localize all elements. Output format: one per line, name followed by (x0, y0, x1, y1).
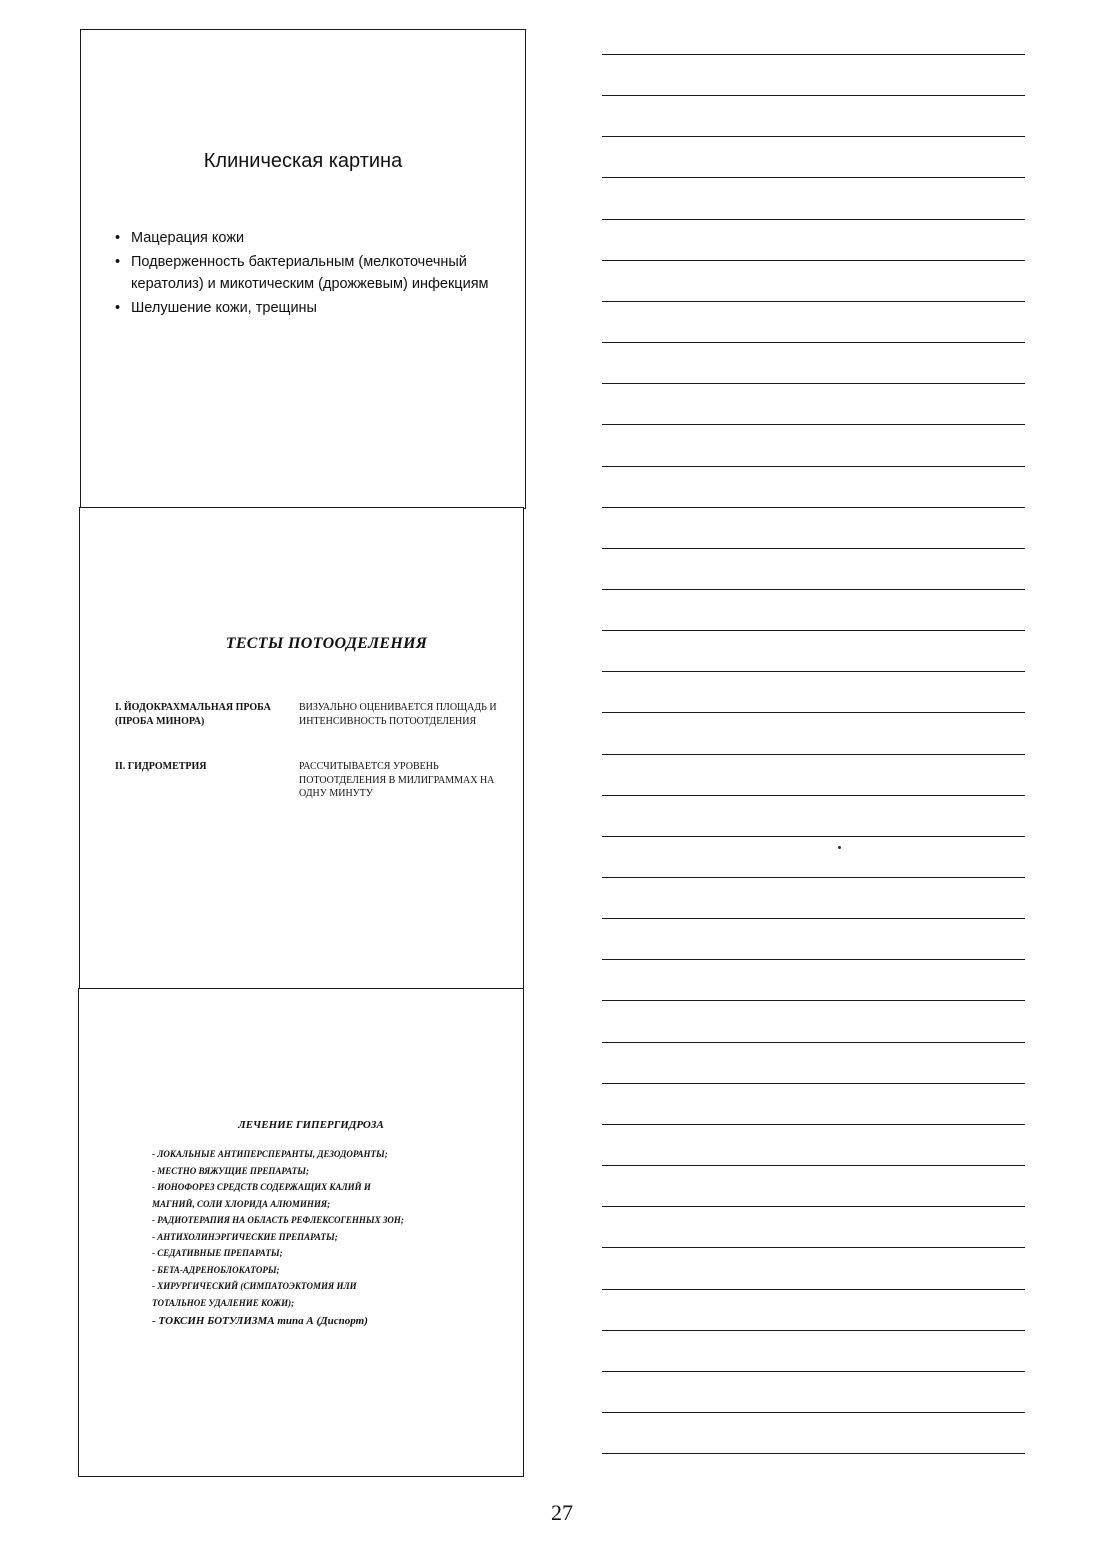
treatment-item: - РАДИОТЕРАПИЯ НА ОБЛАСТЬ РЕФЛЕКСОГЕННЫХ ЗОН; (152, 1215, 404, 1225)
treatment-list (152, 1146, 492, 1331)
treatment-item: - ТОКСИН БОТУЛИЗМА типа А (Диспорт) (152, 1315, 368, 1327)
note-line (602, 918, 1025, 919)
treatment-item: - ХИРУРГИЧЕСКИЙ (СИМПАТОЭКТОМИЯ ИЛИ ТОТАЛЬНОЕ УДАЛЕНИЕ КОЖИ); (152, 1281, 357, 1308)
treatment-item: - ИОНОФОРЕЗ СРЕДСТВ СОДЕРЖАЩИХ КАЛИЙ И МАГНИЙ, СОЛИ ХЛОРИДА АЛЮМИНИЯ; (152, 1182, 371, 1209)
note-line (602, 671, 1025, 672)
note-line (602, 1165, 1025, 1166)
note-line (602, 301, 1025, 302)
note-line (602, 712, 1025, 713)
slide-sweat-tests (79, 507, 524, 990)
note-line (602, 177, 1025, 178)
note-line (602, 795, 1025, 796)
treatment-item: - БЕТА-АДРЕНОБЛОКАТОРЫ; (152, 1264, 280, 1275)
note-line (602, 1206, 1025, 1207)
note-line (602, 1412, 1025, 1413)
note-line (602, 1453, 1025, 1454)
treatment-item: - АНТИХОЛИНЭРГИЧЕСКИЕ ПРЕПАРАТЫ; (152, 1231, 338, 1242)
treatment-item: - СЕДАТИВНЫЕ ПРЕПАРАТЫ; (152, 1248, 283, 1258)
test-description: РАССЧИТЫВАЕТСЯ УРОВЕНЬ ПОТООТДЕЛЕНИЯ В МИЛИГРАММАХ НА ОДНУ МИНУТУ (299, 761, 495, 799)
note-line (602, 54, 1025, 55)
note-line (602, 1124, 1025, 1125)
note-line (602, 260, 1025, 261)
note-line (602, 589, 1025, 590)
note-line (602, 383, 1025, 384)
note-line (602, 1000, 1025, 1001)
treatment-item: - ЛОКАЛЬНЫЕ АНТИПЕРСПЕРАНТЫ, ДЕЗОДОРАНТЫ; (152, 1149, 388, 1159)
note-line (602, 466, 1025, 467)
note-line (602, 754, 1025, 755)
note-line (602, 959, 1025, 960)
note-line (602, 630, 1025, 631)
bullet-list (115, 227, 515, 321)
note-line (602, 219, 1025, 220)
slide-clinical-picture (80, 29, 526, 509)
note-line (602, 1247, 1025, 1248)
note-line (602, 424, 1025, 425)
note-line (602, 136, 1025, 137)
note-line (602, 836, 1025, 837)
slide-title: ТЕСТЫ ПОТООДЕЛЕНИЯ (225, 635, 428, 652)
note-line (602, 1042, 1025, 1043)
bullet-item: • Подверженность бактериальным (мелкоточечный кератолиз) и микотическим (дрожжевым) инфекциям (115, 251, 515, 295)
slide-title: Клиническая картина (203, 150, 403, 172)
note-line (602, 1371, 1025, 1372)
note-line (602, 507, 1025, 508)
slide-hyperhidrosis-treatment (78, 988, 524, 1477)
page-number: 27 (551, 1500, 573, 1525)
test-label: II. ГИДРОМЕТРИЯ (115, 761, 207, 772)
note-line (602, 342, 1025, 343)
note-line (602, 548, 1025, 549)
note-line (602, 1330, 1025, 1331)
test-label: I. ЙОДОКРАХМАЛЬНАЯ ПРОБА (ПРОБА МИНОРА) (115, 702, 271, 727)
bullet-item: • Мацерация кожи (115, 227, 515, 249)
test-description: ВИЗУАЛЬНО ОЦЕНИВАЕТСЯ ПЛОЩАДЬ И ИНТЕНСИВНОСТЬ ПОТООТДЕЛЕНИЯ (299, 702, 497, 727)
note-line (602, 1289, 1025, 1290)
note-line (602, 95, 1025, 96)
stray-dot (838, 846, 841, 849)
note-line (602, 877, 1025, 878)
treatment-item: - МЕСТНО ВЯЖУЩИЕ ПРЕПАРАТЫ; (152, 1165, 309, 1176)
note-line (602, 1083, 1025, 1084)
slide-title: ЛЕЧЕНИЕ ГИПЕРГИДРОЗА (238, 1119, 384, 1131)
bullet-item: • Шелушение кожи, трещины (115, 297, 515, 319)
